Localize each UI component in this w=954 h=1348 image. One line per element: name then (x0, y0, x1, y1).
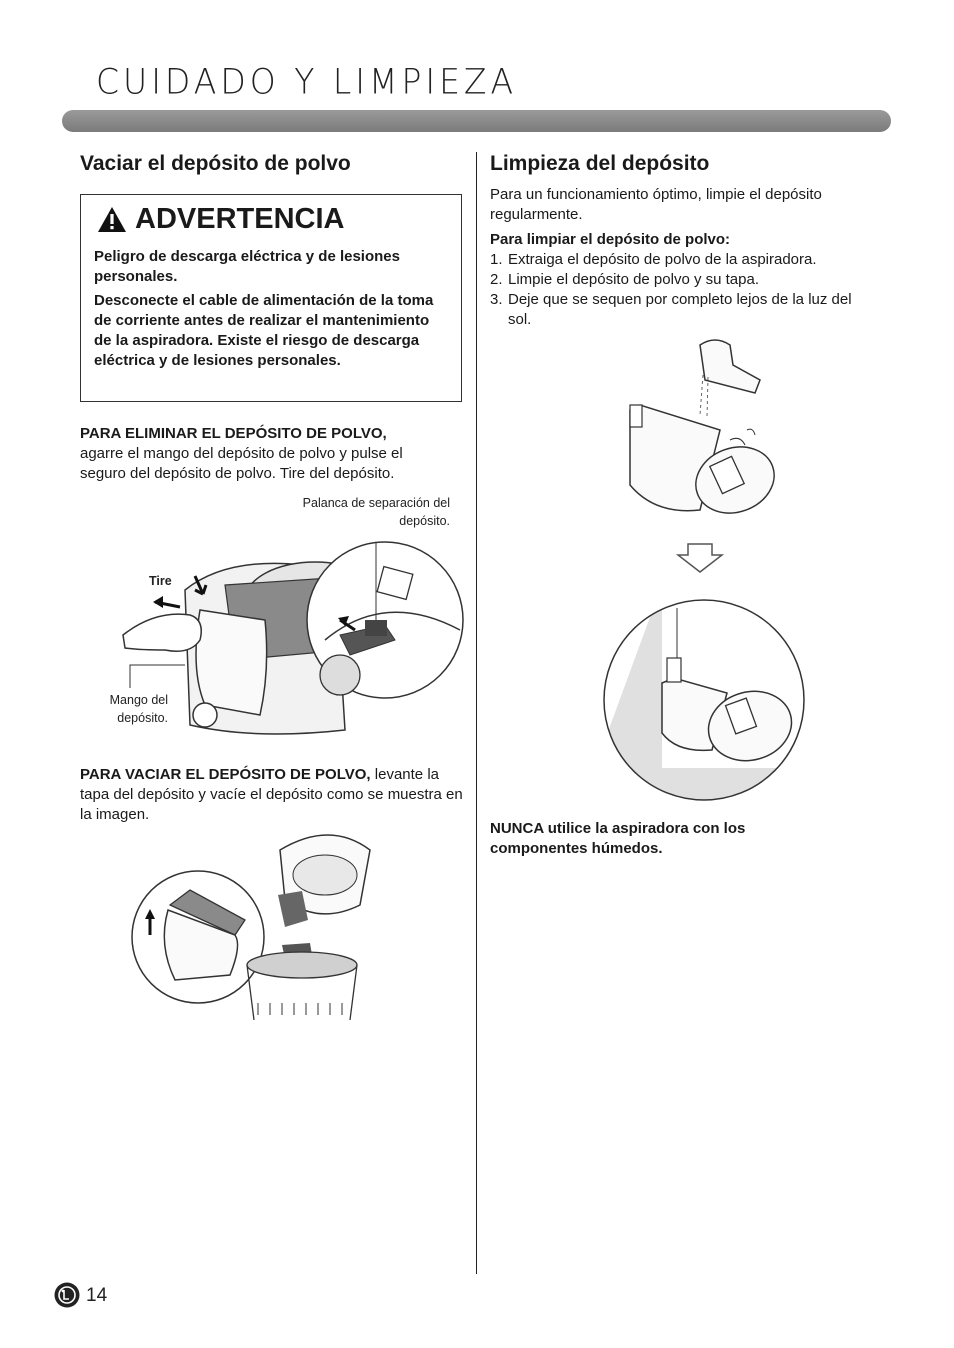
lg-logo-icon (54, 1282, 80, 1308)
remove-bin-instructions (80, 424, 450, 484)
empty-bin-instructions (80, 765, 465, 825)
warning-para-1: Peligro de descarga eléctrica y de lesiones personales. (94, 248, 400, 285)
empty-bin-illustration (130, 825, 380, 1020)
humid-warning-note: NUNCA utilice la aspiradora con los componentes húmedos. (490, 820, 746, 857)
steps-label: Para limpiar el depósito de polvo: (490, 231, 731, 248)
remove-bin-text: agarre el mango del depósito de polvo y pulse el seguro del depósito de polvo. Tire del depósito. (80, 445, 403, 482)
warning-title (97, 203, 344, 236)
empty-bin-text: levante la tapa del depósito y vacíe el depósito como se muestra en la imagen. (80, 766, 463, 823)
steps-list (490, 250, 870, 330)
column-divider (476, 152, 477, 1274)
callout-pull: Tire (149, 574, 172, 588)
dry-bin-illustration (602, 598, 806, 802)
step-item: 1. Extraiga el depósito de polvo de la aspiradora. (490, 251, 817, 268)
empty-bin-lead: PARA VACIAR EL DEPÓSITO DE POLVO, (80, 766, 371, 783)
section-heading-empty-bin: Vaciar el depósito de polvo (80, 152, 351, 175)
remove-bin-lead: PARA ELIMINAR EL DEPÓSITO DE POLVO, (80, 425, 387, 442)
warning-triangle-icon (97, 206, 127, 233)
step-item: 3. Deje que se sequen por completo lejos de la luz del sol. (490, 291, 852, 328)
warning-title-text: ADVERTENCIA (135, 203, 345, 235)
wash-bin-illustration (605, 335, 780, 525)
warning-box (80, 194, 462, 402)
page-title: CUIDADO Y LIMPIEZA (96, 61, 518, 102)
step-item: 2. Limpie el depósito de polvo y su tapa. (490, 271, 759, 288)
clean-intro: Para un funcionamiento óptimo, limpie el depósito regularmente. (490, 186, 822, 223)
page-number: 14 (86, 1285, 108, 1306)
callout-lever: Palanca de separación del depósito. (302, 496, 450, 528)
warning-para-2: Desconecte el cable de alimentación de la toma de corriente antes de realizar el mantenimiento de la aspiradora. Existe el riesgo de descarga eléctrica y de lesiones personales. (94, 292, 434, 369)
callout-handle: Mango del depósito. (109, 693, 168, 725)
title-bar (62, 110, 891, 132)
down-arrow-icon (676, 543, 724, 573)
section-heading-clean-bin: Limpieza del depósito (490, 152, 710, 175)
